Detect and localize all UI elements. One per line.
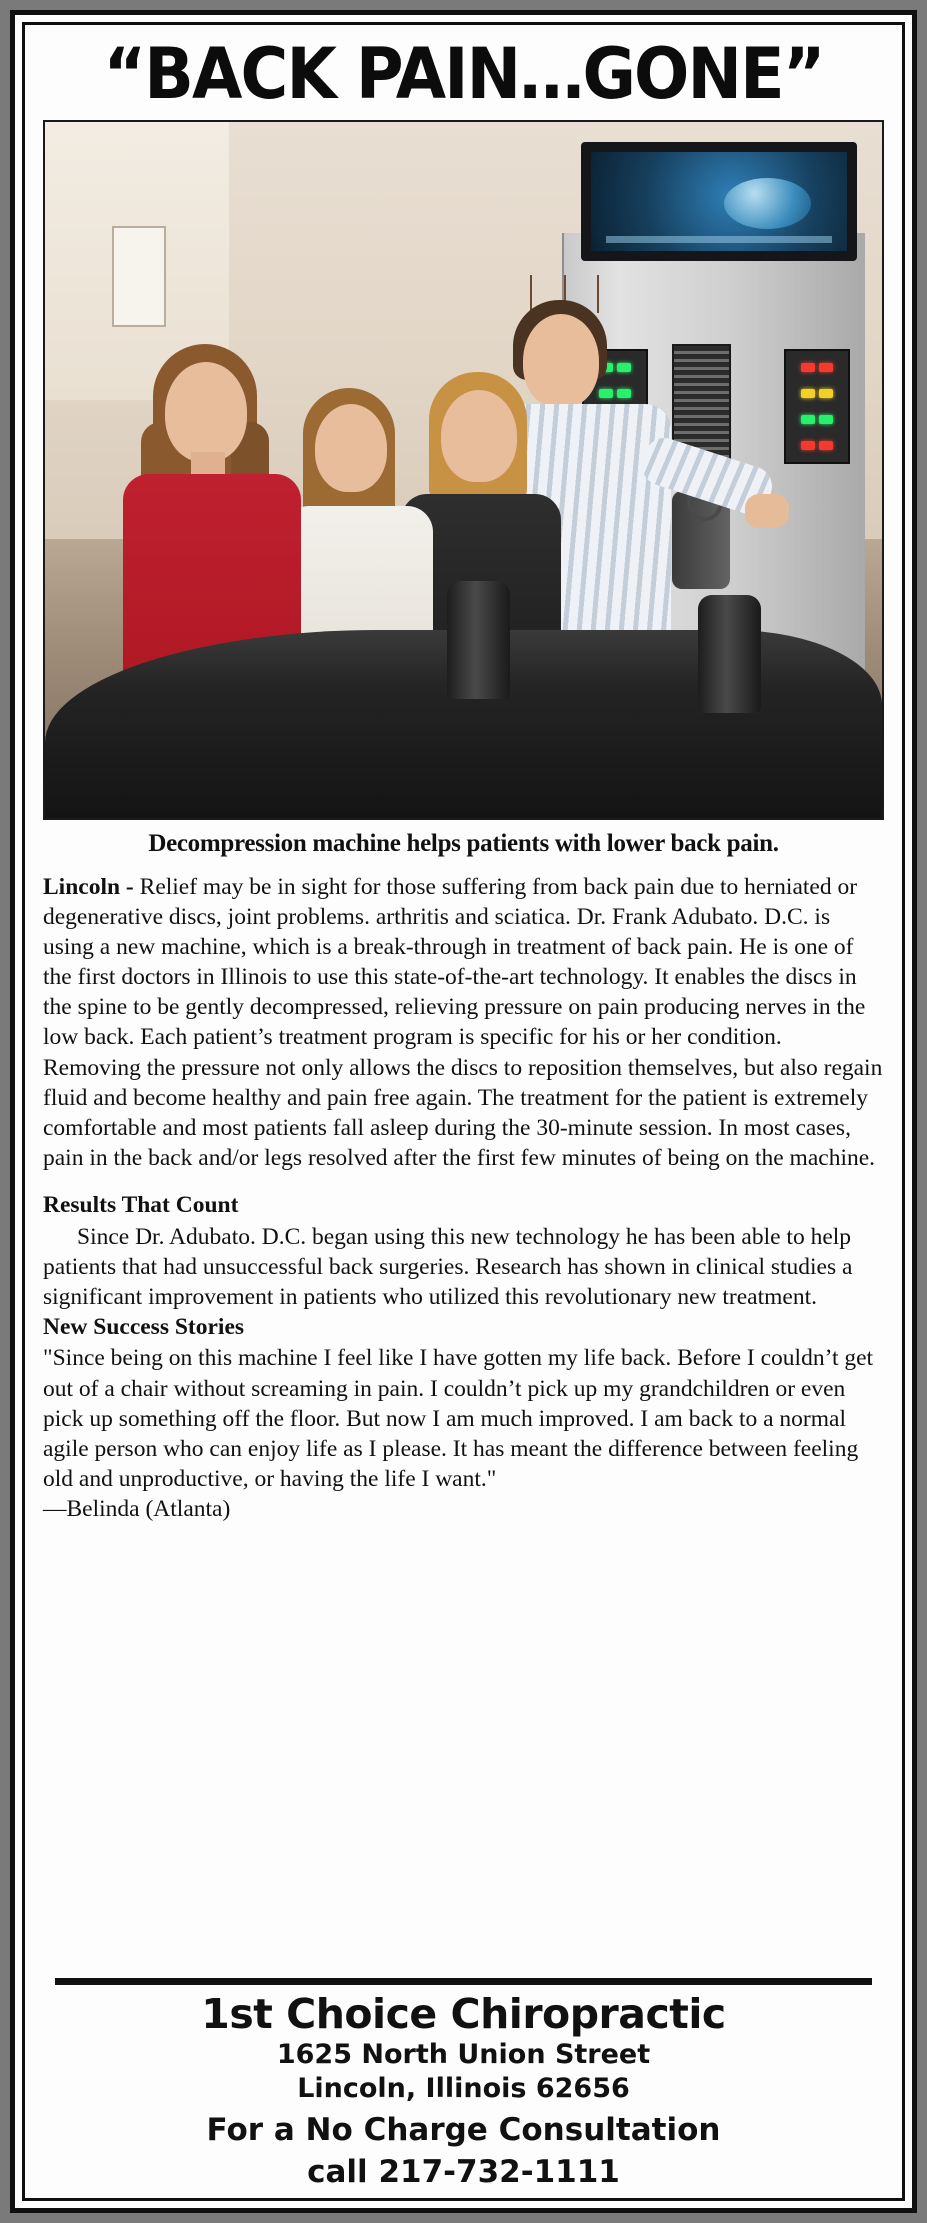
led-indicator [801,363,815,372]
led-row [801,415,833,424]
footer-divider [55,1978,872,1985]
monitor-screen [591,152,847,250]
led-row [599,389,631,398]
monitor-caption-bar [606,236,831,243]
led-indicator [819,415,833,424]
section-body: Since Dr. Adubato. D.C. began using this new technology he has been able to help patients that had unsuccessful back surgeries. Research has shown in clinical studies a significant improvement in patients who utilized this revolutionary new treatment. [43,1223,853,1310]
call-to-action: For a No Charge Consultation [206,2111,721,2148]
headline: “BACK PAIN…GONE” [103,33,824,115]
clinic-address-line-2: Lincoln, Illinois 62656 [297,2073,630,2105]
lead-paragraph [43,872,884,1174]
photo-caption: Decompression machine helps patients with lower back pain. [148,829,779,857]
ad-outer-border [10,10,917,2213]
led-indicator [801,415,815,424]
led-indicator [819,389,833,398]
globe-graphic-icon [724,178,811,229]
led-row [801,363,833,372]
section-heading: Results That Count [43,1192,239,1219]
led-panel-right [784,349,850,465]
led-indicator [801,389,815,398]
led-indicator [801,441,815,450]
led-indicator [819,363,833,372]
ad-footer [43,1978,884,2190]
head [441,390,517,482]
section-heading: New Success Stories [43,1314,245,1341]
testimonial-quote: "Since being on this machine I feel like I have gotten my life back. Before I couldn’t get out of a chair without screaming in pain. I couldn’t pick up my grandchildren or even pick up something off the floor. But now I am much improved. I am back to a normal agile person who can enjoy life as I please. It has meant the difference between feeling old and unproductive, or having the life I want." [43,1345,874,1493]
article-body [43,872,884,1525]
clinic-address-line-1: 1625 North Union Street [276,2038,651,2070]
testimonial-attribution: —Belinda (Atlanta) [43,1496,231,1523]
section-results-that-count [43,1190,884,1312]
dateline: Lincoln - [43,873,134,900]
ad-inner-border [22,22,905,2201]
machine-monitor [581,142,857,260]
photo-frame [43,120,884,820]
clinic-name: 1st Choice Chiropractic [201,1989,726,2038]
wall-picture [112,226,166,327]
phone-number[interactable]: call 217-732-1111 [307,2154,620,2191]
head [315,404,387,492]
head [523,314,599,408]
led-indicator [599,389,613,398]
led-indicator [617,389,631,398]
table-bolster [447,581,510,699]
clinic-photo [45,122,882,818]
coat-hook [597,275,599,313]
section-new-success-stories [43,1312,884,1524]
led-indicator [819,441,833,450]
led-indicator [617,363,631,372]
led-row [801,389,833,398]
coat-hook [530,275,532,313]
led-row [801,441,833,450]
lead-text: Relief may be in sight for those suffering from back pain due to herniated or degenerative discs, joint problems. arthritis and sciatica. Dr. Frank Adubato. D.C. is using a new machine, which is a break-through in treatment of back pain. He is one of the first doctors in Illinois to use this state-of-the-art technology. It enables the discs in the spine to be gently decompressed, relieving pressure on pain producing nerves in the low back. Each patient’s treatment program is specific for his or her condition. Removing the pressure not only allows the discs to reposition themselves, but also regain fluid and become healthy and pain free again. The treatment for the patient is extremely comfortable and most patients fall asleep during the 30-minute session. In most cases, pain in the back and/or legs resolved after the first few minutes of being on the machine. [43,873,883,1172]
head [165,362,247,462]
table-bolster [698,595,761,713]
hand [745,494,789,528]
